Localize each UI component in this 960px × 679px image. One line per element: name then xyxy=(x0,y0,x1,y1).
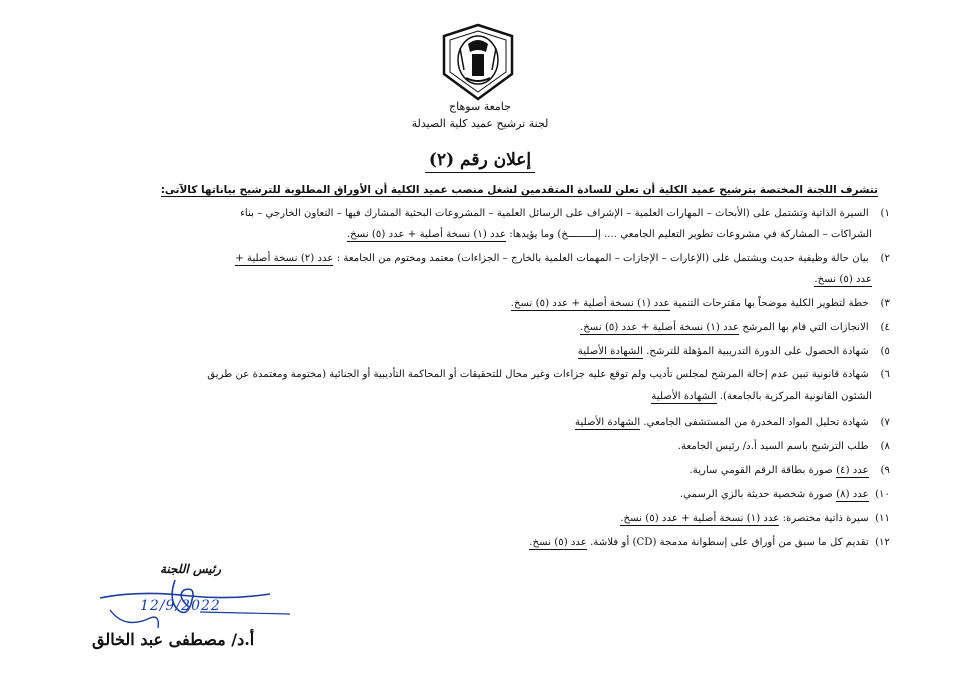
item-underlined: الشهادة الأصلية xyxy=(577,346,643,357)
signer-name: أ.د/ مصطفى عبد الخالق xyxy=(92,630,255,649)
item-number: ٤) xyxy=(880,322,890,333)
item-number: ٧) xyxy=(880,417,890,428)
intro-text: تتشرف اللجنة المختصة بترشيح عميد الكلية أن تعلن للسادة المتقدمين لشغل منصب عميد الكلية أن الأوراق المطلوبة للترشيح بياناتها كالآتى: xyxy=(160,184,878,196)
list-item xyxy=(70,489,890,500)
item-continuation xyxy=(70,391,872,402)
item-underlined: عدد (١) نسخة أصلية + عدد (٥) نسخ. xyxy=(346,229,507,240)
item-number: ٦) xyxy=(880,369,890,380)
item-number: ١) xyxy=(880,208,890,219)
list-item xyxy=(70,253,890,285)
item-text: شهادة الحصول على الدورة التدريبية المؤهلة للترشح. xyxy=(642,346,869,357)
list-item xyxy=(70,465,890,476)
item-text: بيان حالة وظيفية حديث ويشتمل على (الإعارات – الإجازات – المهمات العلمية بالخارج – الجزاءات) معتمد ومختوم من الجامعة : xyxy=(333,253,869,264)
university-name: جامعة سوهاج xyxy=(449,100,511,113)
item-number: ١١) xyxy=(875,513,890,524)
item-number: ٨) xyxy=(880,441,890,452)
item-text: الانجازات التي قام بها المرشح xyxy=(739,322,869,333)
signature-date: 12/9/2022 xyxy=(140,598,221,614)
item-underlined: الشهادة الأصلية xyxy=(575,417,641,428)
item-continuation xyxy=(70,274,872,285)
list-item xyxy=(70,208,890,240)
item-underlined: عدد (٤) xyxy=(836,465,869,476)
list-item xyxy=(70,369,890,402)
list-item xyxy=(70,417,890,428)
item-text: السيرة الذاتية وتشتمل على (الأبحاث – المهارات العلمية – الإشراف على الرسائل العلمية – المشروعات البحثية المشارك فيها – التعاون الخارجي – بناء xyxy=(240,208,869,219)
item-number: ٣) xyxy=(880,298,890,309)
item-number: ٩) xyxy=(880,465,890,476)
item-text: الشراكات – المشاركة في مشروعات تطوير التعليم الجامعي .... إلـــــــــخ) وما يؤيدها: xyxy=(506,229,872,240)
item-number: ١٢) xyxy=(875,537,890,548)
committee-chair-label: رئيس اللجنة xyxy=(160,562,221,576)
list-item xyxy=(70,441,890,452)
announcement-title: إعلان رقم (٢) xyxy=(425,150,535,173)
announcement-title-wrap xyxy=(0,150,960,170)
item-continuation xyxy=(70,229,872,240)
item-underlined: عدد (٥) نسخ. xyxy=(814,274,872,285)
item-underlined: عدد (١) نسخة أصلية + عدد (٥) نسخ. xyxy=(579,322,740,333)
item-text: سيرة ذاتية مختصرة: xyxy=(779,513,869,524)
item-text: صورة بطاقة الرقم القومي سارية. xyxy=(689,465,837,476)
list-item xyxy=(70,346,890,357)
list-item xyxy=(70,513,890,524)
university-seal-icon xyxy=(438,22,518,102)
item-text: طلب الترشيح باسم السيد أ.د/ رئيس الجامعة. xyxy=(677,441,869,452)
item-text: صورة شخصية حديثة بالزي الرسمي. xyxy=(679,489,837,500)
item-underlined: عدد (١) نسخة أصلية + عدد (٥) نسخ. xyxy=(620,513,780,524)
item-number: ٢) xyxy=(880,253,890,264)
item-underlined: الشهادة الأصلية xyxy=(651,391,717,402)
item-underlined: عدد (٨) xyxy=(836,489,869,500)
item-text: خطة لتطوير الكلية موضحاً بها مقترحات التنمية xyxy=(669,298,869,309)
item-text: شهادة تحليل المواد المخدرة من المستشفى الجامعي. xyxy=(640,417,869,428)
list-item xyxy=(70,298,890,309)
item-number: ٥) xyxy=(880,346,890,357)
item-underlined: عدد (١) نسخة أصلية + عدد (٥) نسخ. xyxy=(510,298,670,309)
list-item xyxy=(70,322,890,333)
item-number: ١٠) xyxy=(875,489,890,500)
item-text: تقديم كل ما سبق من أوراق على إسطوانة مدمجة (CD) أو فلاشة. xyxy=(586,537,869,548)
item-text: شهادة قانونية تبين عدم إحالة المرشح لمجلس تأديب ولم توقع عليه جزاءات وغير محال للتحقيقات أو المحاكمة التأديبية أو الجنائية (مختومة ومعتمدة عن طريق xyxy=(207,369,869,380)
list-item xyxy=(70,537,890,548)
intro-text-wrap xyxy=(112,184,878,196)
item-underlined: عدد (٢) نسخة أصلية + xyxy=(235,253,334,264)
item-underlined: عدد (٥) نسخ. xyxy=(529,537,587,548)
item-text: الشئون القانونية المركزية بالجامعة). xyxy=(716,391,872,402)
committee-name: لجنة ترشيح عميد كلية الصيدلة xyxy=(411,117,549,130)
